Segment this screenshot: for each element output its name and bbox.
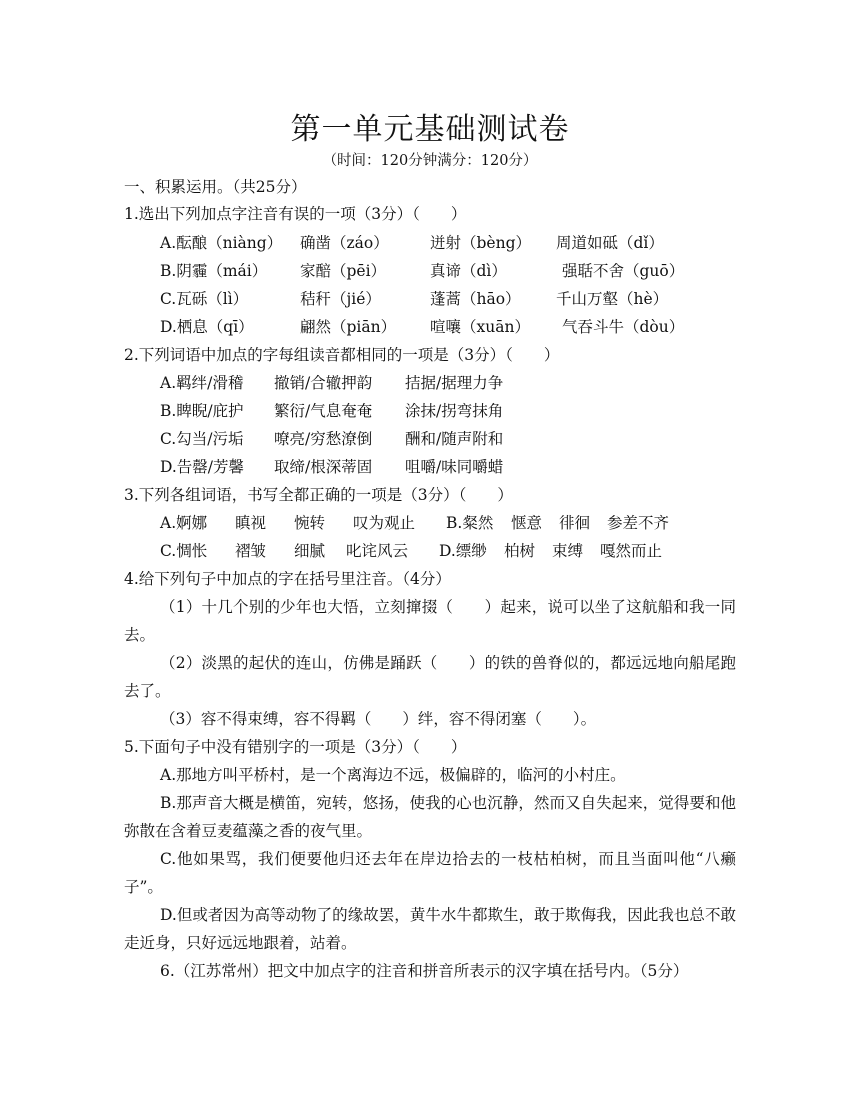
option-text: 撤销/合辙押韵 <box>274 374 373 392</box>
option-text: 叹为观止 <box>353 514 416 532</box>
option-text: A.婀娜 <box>160 514 208 532</box>
option-text: 喧嚷（xuān） <box>430 318 530 336</box>
option-text: 参差不齐 <box>607 514 670 532</box>
question-4-item-2: （2）淡黑的起伏的连山，仿佛是踊跃（ ）的铁的兽脊似的，都远远地向船尾跑去了。 <box>124 654 736 700</box>
option-text: 褶皱 <box>235 542 267 560</box>
option-text: D.缥缈 <box>439 542 487 560</box>
option-text: 柏树 <box>504 542 536 560</box>
question-5-option-b: B.那声音大概是横笛，宛转，悠扬，使我的心也沉静，然而又自失起来，觉得要和他弥散在含着豆麦蕴藻之香的夜气里。 <box>124 794 736 840</box>
option-text: 取缔/根深蒂固 <box>274 458 373 476</box>
option-text: D.告罄/芳馨 <box>160 458 245 476</box>
option-text: 嘎然而止 <box>600 542 663 560</box>
question-4-item-1: （1）十几个别的少年也大悟，立刻撺掇（ ）起来，说可以坐了这航船和我一同去。 <box>124 598 736 644</box>
option-text: 家醅（pēi） <box>300 262 387 280</box>
option-text: D.栖息（qī） <box>160 318 254 336</box>
exam-time-info: （时间：120分钟满分：120分） <box>322 153 538 169</box>
question-1-option-b <box>160 260 684 282</box>
option-text: 强聒不舍（guō） <box>562 262 685 280</box>
page-title: 第一单元基础测试卷 <box>290 112 570 147</box>
option-text: A.酝酿（niàng） <box>160 234 283 252</box>
option-text: 翩然（piān） <box>300 318 397 336</box>
question-1-option-d <box>160 316 684 338</box>
option-text: B.睥睨/庇护 <box>160 402 244 420</box>
option-text: 细腻 <box>294 542 326 560</box>
question-1-option-a <box>160 232 664 254</box>
question-6-stem: 6.（江苏常州）把文中加点字的注音和拼音所表示的汉字填在括号内。（5分） <box>160 962 689 980</box>
question-1-option-c <box>160 288 668 310</box>
option-text: 真谛（dì） <box>430 262 507 280</box>
option-text: C.瓦砾（lì） <box>160 290 249 308</box>
option-text: 繁衍/气息奄奄 <box>274 402 373 420</box>
option-text: B.粲然 <box>446 514 494 532</box>
option-text: 气吞斗牛（dòu） <box>562 318 685 336</box>
question-4-stem: 4.给下列句子中加点的字在括号里注音。（4分） <box>124 570 451 588</box>
option-text: 周道如砥（dǐ） <box>556 234 664 252</box>
option-text: 惋转 <box>294 514 326 532</box>
option-text: 惬意 <box>511 514 543 532</box>
option-text: 咀嚼/味同嚼蜡 <box>405 458 504 476</box>
option-text: 叱诧风云 <box>346 542 409 560</box>
question-2-option-c <box>160 428 503 450</box>
question-5-option-c: C.他如果骂，我们便要他归还去年在岸边拾去的一枝枯柏树，而且当面叫他“八癞子”。 <box>124 850 736 896</box>
question-3-row-cd <box>160 540 662 562</box>
option-text: C.惆怅 <box>160 542 208 560</box>
option-text: 瞋视 <box>235 514 267 532</box>
option-text: B.阴霾（mái） <box>160 262 268 280</box>
option-text: 确凿（záo） <box>300 234 389 252</box>
question-1-stem: 1.选出下列加点字注音有误的一项（3分）（ ） <box>124 205 467 223</box>
option-text: 迸射（bèng） <box>430 234 532 252</box>
option-text: 秸秆（jié） <box>300 290 381 308</box>
option-text: A.羁绊/滑稽 <box>160 374 244 392</box>
question-2-stem: 2.下列词语中加点的字每组读音都相同的一项是（3分）（ ） <box>124 346 560 364</box>
question-3-row-ab <box>160 512 669 534</box>
option-text: C.勾当/污垢 <box>160 430 244 448</box>
question-3-stem: 3.下列各组词语，书写全都正确的一项是（3分）（ ） <box>124 486 513 504</box>
question-5-option-a: A.那地方叫平桥村，是一个离海边不远，极偏辟的，临河的小村庄。 <box>160 766 626 784</box>
question-2-option-b <box>160 400 503 422</box>
section-heading: 一、积累运用。（共25分） <box>124 178 307 196</box>
question-2-option-a <box>160 372 503 394</box>
option-text: 嘹亮/穷愁潦倒 <box>274 430 373 448</box>
option-text: 酬和/随声附和 <box>405 430 504 448</box>
question-5-option-d: D.但或者因为高等动物了的缘故罢，黄牛水牛都欺生，敢于欺侮我，因此我也总不敢走近身，只好远远地跟着，站着。 <box>124 906 736 952</box>
option-text: 徘徊 <box>559 514 591 532</box>
question-5-stem: 5.下面句子中没有错别字的一项是（3分）（ ） <box>124 738 467 756</box>
option-text: 束缚 <box>552 542 584 560</box>
option-text: 拮据/据理力争 <box>405 374 504 392</box>
question-2-option-d <box>160 456 503 478</box>
option-text: 千山万壑（hè） <box>556 290 669 308</box>
option-text: 蓬蒿（hāo） <box>430 290 521 308</box>
option-text: 涂抹/拐弯抹角 <box>405 402 504 420</box>
question-4-item-3: （3）容不得束缚，容不得羁（ ）绊，容不得闭塞（ ）。 <box>160 710 597 728</box>
